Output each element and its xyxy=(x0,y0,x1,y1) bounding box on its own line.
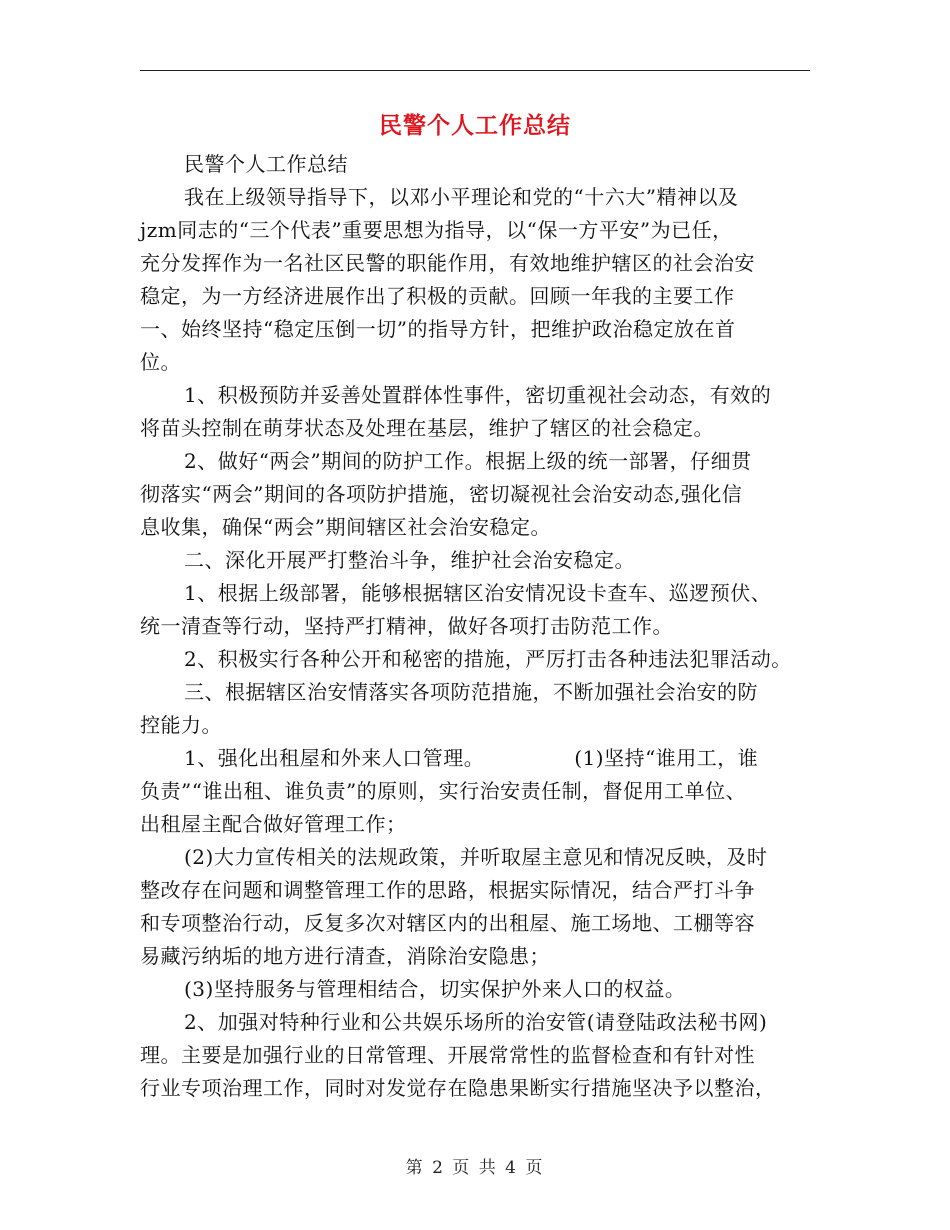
paragraph-line: 将苗头控制在萌芽状态及处理在基层，维护了辖区的社会稳定。 xyxy=(140,416,714,440)
document-body xyxy=(140,148,812,1105)
header-rule xyxy=(140,70,810,71)
paragraph-line: 易藏污纳垢的地方进行清查，消除治安隐患； xyxy=(140,944,550,968)
paragraph-line: 2、做好“两会”期间的防护工作。根据上级的统一部署，仔细贯 xyxy=(184,449,752,473)
document-title: 民警个人工作总结 xyxy=(379,113,571,139)
paragraph-line: jzm同志的“三个代表”重要思想为指导，以“保一方平安”为已任， xyxy=(140,218,733,242)
paragraph-line: 彻落实“两会”期间的各项防护措施，密切凝视社会治安动态,强化信 xyxy=(140,482,743,506)
paragraph-line xyxy=(140,742,812,775)
paragraph-line: 充分发挥作为一名社区民警的职能作用，有效地维护辖区的社会治安 xyxy=(140,251,755,275)
paragraph-line: 民警个人工作总结 xyxy=(184,152,348,176)
paragraph-line: 1、根据上级部署，能够根据辖区治安情况设卡查车、巡逻预伏、 xyxy=(184,581,772,605)
paragraph-line: 理。主要是加强行业的日常管理、开展常常性的监督检查和有针对性 xyxy=(140,1043,755,1067)
page-number: 第 2 页 共 4 页 xyxy=(405,1158,545,1178)
paragraph-line: 控能力。 xyxy=(140,713,222,737)
paragraph-line: 我在上级领导指导下，以邓小平理论和党的“十六大”精神以及 xyxy=(184,185,739,209)
paragraph-line: (2)大力宣传相关的法规政策，并听取屋主意见和情况反映，及时 xyxy=(184,845,768,869)
paragraph-line: 负责”“谁出租、谁负责”的原则，实行治安责任制，督促用工单位、 xyxy=(140,779,747,803)
paragraph-line: 出租屋主配合做好管理工作； xyxy=(140,812,407,836)
paragraph-line: 行业专项治理工作，同时对发觉存在隐患果断实行措施坚决予以整治， xyxy=(140,1076,776,1100)
paragraph-line: 二、深化开展严打整治斗争，维护社会治安稳定。 xyxy=(184,548,635,572)
paragraph-line: 2、加强对特种行业和公共娱乐场所的治安管(请登陆政法秘书网) xyxy=(184,1010,768,1034)
paragraph-line: 统一清查等行动，坚持严打精神，做好各项打击防范工作。 xyxy=(140,614,673,638)
paragraph-fragment: (1)坚持“谁用工，谁 xyxy=(574,746,759,770)
paragraph-line: 稳定，为一方经济进展作出了积极的贡献。回顾一年我的主要工作 xyxy=(140,284,735,308)
paragraph-line: (3)坚持服务与管理相结合，切实保护外来人口的权益。 xyxy=(184,977,686,1001)
paragraph-line: 整改存在问题和调整管理工作的思路，根据实际情况，结合严打斗争 xyxy=(140,878,755,902)
paragraph-line: 1、积极预防并妥善处置群体性事件，密切重视社会动态，有效的 xyxy=(184,383,772,407)
paragraph-line: 一、始终坚持“稳定压倒一切”的指导方针，把维护政治稳定放在首 xyxy=(140,317,736,341)
paragraph-line: 三、根据辖区治安情落实各项防范措施，不断加强社会治安的防 xyxy=(184,680,758,704)
paragraph-fragment: 1、强化出租屋和外来人口管理。 xyxy=(184,746,485,770)
paragraph-line: 息收集，确保“两会”期间辖区社会治安稳定。 xyxy=(140,515,551,539)
paragraph-line: 位。 xyxy=(140,350,181,374)
paragraph-line: 和专项整治行动，反复多次对辖区内的出租屋、施工场地、工棚等容 xyxy=(140,911,755,935)
paragraph-line: 2、积极实行各种公开和秘密的措施，严厉打击各种违法犯罪活动。 xyxy=(184,647,792,671)
